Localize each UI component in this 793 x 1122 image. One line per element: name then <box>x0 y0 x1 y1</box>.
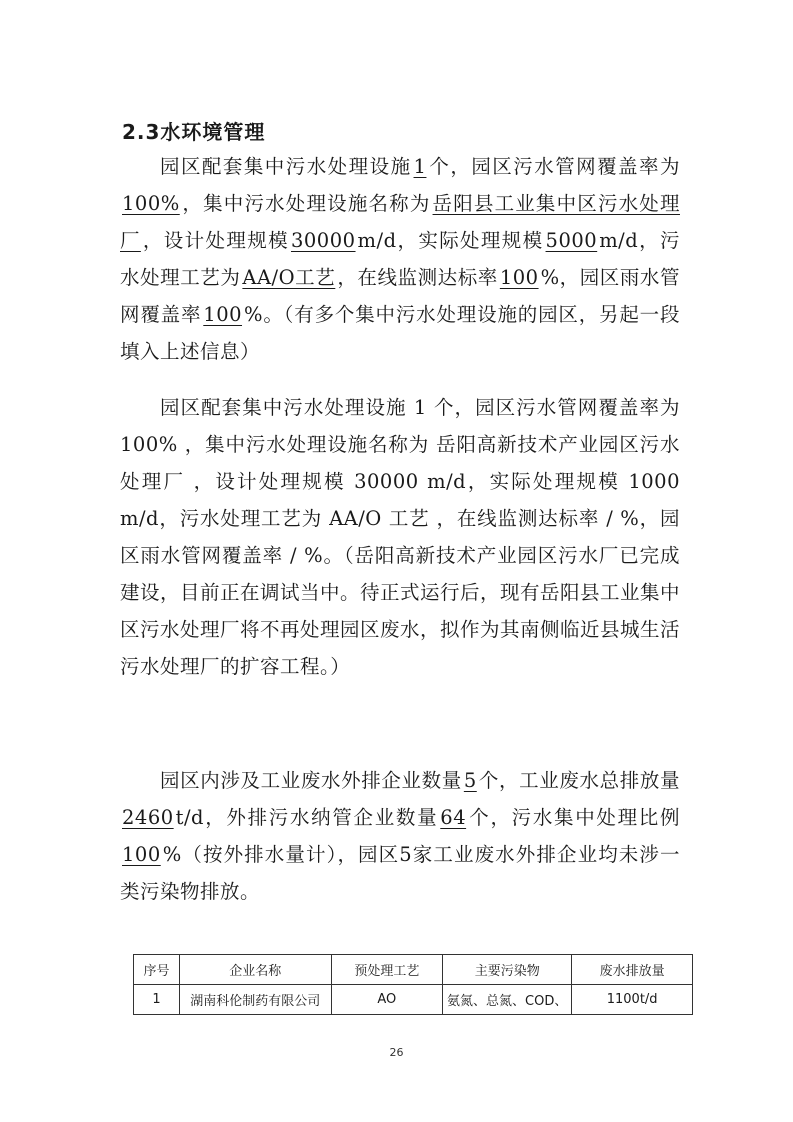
text-segment: %（按外排水量计），园区5家工业废水外排企业均未涉一类污染物排放。 <box>120 843 680 903</box>
header-cell: 废水排放量 <box>572 955 693 985</box>
table-cell: 湖南科伦制药有限公司 <box>179 985 331 1015</box>
header-cell: 企业名称 <box>179 955 331 985</box>
page-number: 26 <box>389 1046 404 1059</box>
table-row <box>134 985 693 1015</box>
monitoring-compliance-rate: 100 <box>499 266 539 289</box>
central-treatment-ratio: 100 <box>122 843 161 866</box>
header-cell: 主要污染物 <box>443 955 572 985</box>
text-segment: 园区内涉及工业废水外排企业数量 <box>160 769 462 792</box>
paragraph-industrial-discharge <box>120 762 680 910</box>
text-segment: ，集中污水处理设施名称为 <box>181 192 431 215</box>
text-segment: t/d，外排污水纳管企业数量 <box>175 806 439 829</box>
text-segment: %。（有多个集中污水处理设施的园区，另起一段填入上述信息） <box>120 303 680 363</box>
text-segment: 个，工业废水总排放量 <box>478 769 680 792</box>
treatment-process: AA/O工艺 <box>242 266 336 289</box>
text-segment: ，在线监测达标率 <box>337 266 498 289</box>
header-cell: 序号 <box>134 955 180 985</box>
piped-enterprise-count: 64 <box>440 806 467 829</box>
table-cell: 1 <box>134 985 180 1015</box>
text-segment: 个，园区污水管网覆盖率为 <box>428 155 680 178</box>
text-segment: m/d，实际处理规模 <box>357 229 544 252</box>
design-capacity: 30000 <box>290 229 356 252</box>
facility-name: 岳阳县工业集中区污水处理厂 <box>120 192 680 252</box>
text-segment: 个，污水集中处理比例 <box>468 806 680 829</box>
enterprise-count: 5 <box>463 769 477 792</box>
table-cell: 氨氮、总氮、COD、 <box>443 985 572 1015</box>
text-segment: ，设计处理规模 <box>142 229 289 252</box>
section-heading: 2.3水环境管理 <box>122 120 266 144</box>
text-segment: m/d，污水处理工艺为 <box>120 229 680 289</box>
rain-network-coverage: 100 <box>203 303 243 326</box>
text-segment: 园区配套集中污水处理设施 <box>160 155 412 178</box>
table-cell: AO <box>331 985 443 1015</box>
discharge-volume: 2460 <box>122 806 174 829</box>
text-segment: %，园区雨水管网覆盖率 <box>120 266 680 326</box>
pipe-network-coverage: 100% <box>122 192 180 215</box>
enterprise-table <box>133 954 693 1015</box>
table-cell: 1100t/d <box>572 985 693 1015</box>
header-cell: 预处理工艺 <box>331 955 443 985</box>
facility-count: 1 <box>413 155 427 178</box>
paragraph-industrial-zone-wastewater <box>120 148 680 370</box>
table-header-row <box>134 955 693 985</box>
paragraph-hightech-zone-wastewater: 园区配套集中污水处理设施 1 个，园区污水管网覆盖率为 100% ，集中污水处理设施名称为 岳阳高新技术产业园区污水处理厂 ，设计处理规模 30000 m/d，实际处理规模 1000 m/d，污水处理工艺为 AA/O 工艺 ，在线监测达标率 / %，园区雨水管网覆盖率 / %。（岳阳高新技术产业园区污水厂已完成建设，目前正在调试当中。待正式运行后，现有岳阳县工业集中区污水处理厂将不再处理园区废水，拟作为其南侧临近县城生活污水处理厂的扩容工程。） <box>120 396 681 678</box>
actual-capacity: 5000 <box>545 229 598 252</box>
